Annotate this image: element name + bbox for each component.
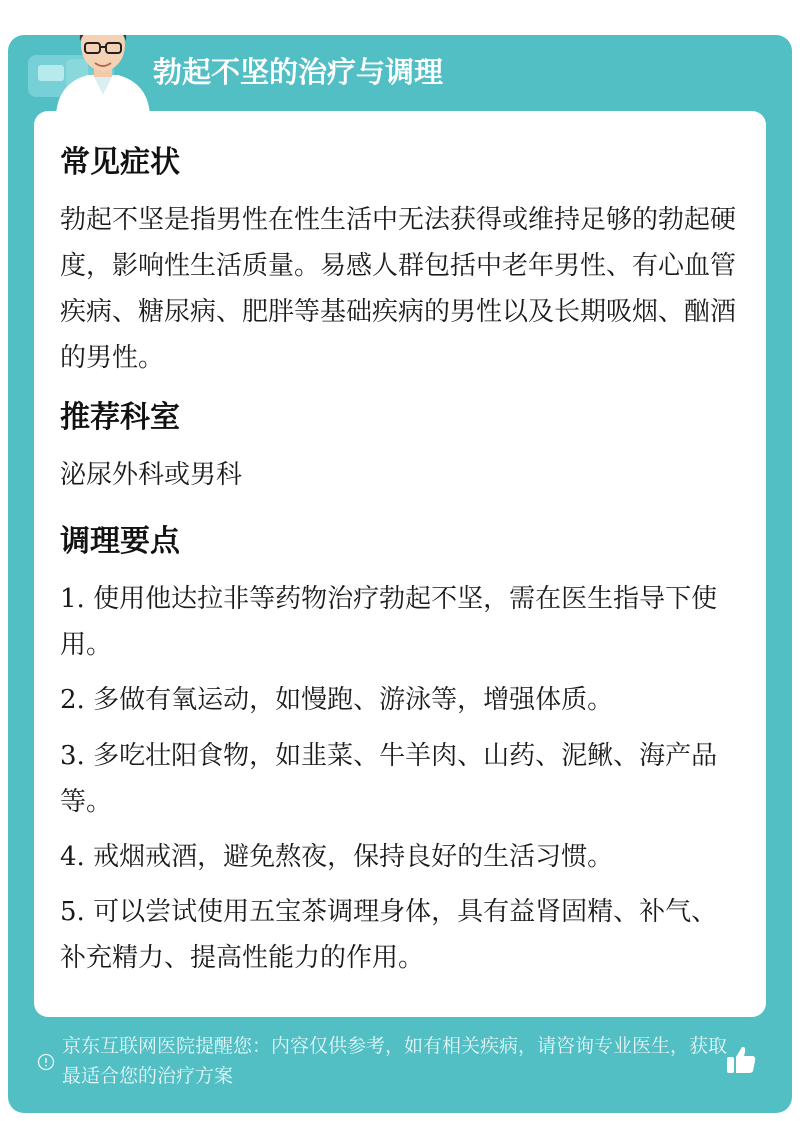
department-text: 泌尿外科或男科 [60,460,243,490]
info-icon [37,1053,55,1071]
list-item [60,677,740,723]
section-title-tips: 调理要点 [60,524,180,559]
list-item-number: 4. [60,842,85,872]
footer-disclaimer [8,1025,792,1113]
doctor-avatar [48,35,158,115]
list-item-number: 5. [60,897,85,927]
list-item-number: 1. [60,584,85,614]
list-item-text: 多做有氧运动，如慢跑、游泳等，增强体质。 [93,685,614,715]
symptoms-text: 勃起不坚是指男性在性生活中无法获得或维持足够的勃起硬度，影响性生活质量。易感人群包括中老年男性、有心血管疾病、糖尿病、肥胖等基础疾病的男性以及长期吸烟、酗酒的男性。 [60,205,737,373]
list-item-text: 多吃壮阳食物，如韭菜、牛羊肉、山药、泥鳅、海产品等。 [60,741,718,817]
page-title: 勃起不坚的治疗与调理 [153,55,444,89]
list-item [60,733,740,825]
thumbs-up-icon[interactable] [724,1043,758,1077]
list-item [60,889,740,981]
list-item-number: 3. [60,741,85,771]
list-item-text: 戒烟戒酒，避免熬夜，保持良好的生活习惯。 [93,842,614,872]
section-title-department: 推荐科室 [60,400,180,435]
list-item-text: 使用他达拉非等药物治疗勃起不坚，需在医生指导下使用。 [60,584,718,660]
list-item-number: 2. [60,685,85,715]
list-item [60,834,740,880]
list-item-text: 可以尝试使用五宝茶调理身体，具有益肾固精、补气、补充精力、提高性能力的作用。 [60,897,718,973]
list-item [60,576,740,668]
content-panel [34,111,766,1017]
section-title-symptoms: 常见症状 [60,145,180,180]
info-card [8,35,792,1113]
disclaimer-text: 京东互联网医院提醒您：内容仅供参考，如有相关疾病，请咨询专业医生，获取最适合您的治疗方案 [62,1035,728,1087]
